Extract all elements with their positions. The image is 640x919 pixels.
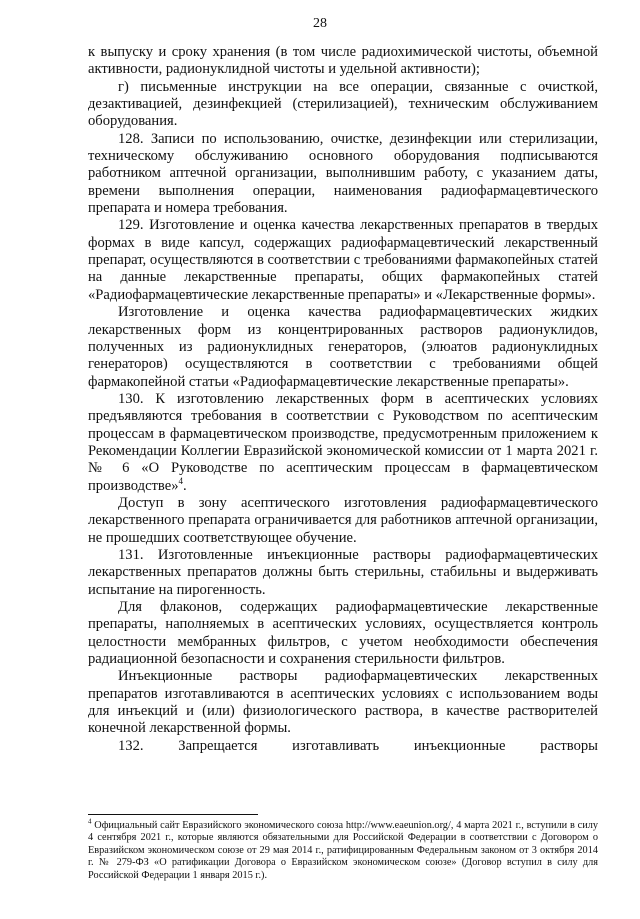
paragraph-130-text: 130. К изготовлению лекарственных форм в асептических условиях предъявляются требования в соответствии с Руководством по асептическим процессам в фармацевтическом производстве, предусмотренным приложением к Рекомендации Коллегии Евразийской экономической комиссии от 1 марта 2021 г. № 6 «О Руководстве по асептическим процессам в фармацевтическом производстве» (88, 390, 598, 494)
document-body (88, 44, 598, 755)
paragraph-129: 129. Изготовление и оценка качества лекарственных препаратов в твердых формах в виде капсул, содержащих радиофармацевтический лекарственный препарат, осуществляются в соответствии с требованиями фармакопейных статей на данные лекарственные препараты, общих фармакопейных статей «Радиофармацевтические лекарственные препараты» и «Лекарственные формы». (88, 217, 598, 303)
paragraph-131-injection-solutions: Инъекционные растворы радиофармацевтических лекарственных препаратов изготавливаются в асептических условиях с использованием воды для инъекций и (или) физиологического раствора, в качестве растворителей конечной лекарственной формы. (88, 668, 598, 737)
paragraph-132: 132. Запрещается изготавливать инъекционные растворы (118, 737, 598, 754)
footnotes (88, 817, 598, 882)
paragraph-130 (88, 391, 598, 495)
paragraph-130-access: Доступ в зону асептического изготовления радиофармацевтического лекарственного препарата ограничивается для работников аптечной организации, не прошедших соответствующее обучение. (88, 494, 598, 546)
paragraph-131: 131. Изготовленные инъекционные растворы радиофармацевтических лекарственных препаратов должны быть стерильны, стабильны и выдерживать испытание на пирогенность. (88, 546, 598, 598)
page-number: 28 (313, 16, 327, 31)
paragraph-item-g: г) письменные инструкции на все операции, связанные с очисткой, дезактивацией, дезинфекцией (стерилизацией), техническим обслуживанием оборудования. (88, 78, 598, 130)
paragraph-continuation: к выпуску и сроку хранения (в том числе радиохимической чистоты, объемной активности, радионуклидной чистоты и удельной активности); (88, 44, 598, 78)
paragraph-131-vials: Для флаконов, содержащих радиофармацевтические лекарственные препараты, наполняемых в асептических условиях, осуществляется контроль целостности мембранных фильтров, с учетом необходимости обеспечения радиационной безопасности и сохранения стерильности фильтров. (88, 599, 598, 668)
paragraph-130-end: . (183, 477, 187, 494)
paragraph-129-liquid-forms: Изготовление и оценка качества радиофармацевтических жидких лекарственных форм из концентрированных растворов радионуклидов, полученных из радионуклидных генераторов, (элюатов радионуклидных генераторов) осуществляются в соответствии с требованиями общей фармакопейной статьи «Радиофармацевтические лекарственные препараты». (88, 304, 598, 390)
footnote-text: Официальный сайт Евразийского экономического союза http://www.eaeunion.org/, 4 марта 2021 г., вступили в силу 4 сентября 2021 г., которые являются обязательными для Российской Федерации в соответствии с Договором о Евразийском экономическом союзе от 29 мая 2014 г., ратифицированным Федеральным законом от 3 октября 2014 г. № 279-ФЗ «О ратификации Договора о Евразийском экономическом союзе» (Договор вступил в силу для Российской Федерации 1 января 2015 г.). (88, 820, 598, 881)
footnote-marker: 4 (88, 817, 92, 826)
footnote-reference: 4 (178, 475, 184, 486)
footnote-separator (88, 814, 258, 815)
footnote-4 (88, 817, 598, 882)
paragraph-128: 128. Записи по использованию, очистке, дезинфекции или стерилизации, техническому обслуживанию основного оборудования подписываются работником аптечной организации, выполнившим работу, с указанием даты, времени выполнения операции, наименования радиофармацевтического препарата и номера требования. (88, 130, 598, 217)
